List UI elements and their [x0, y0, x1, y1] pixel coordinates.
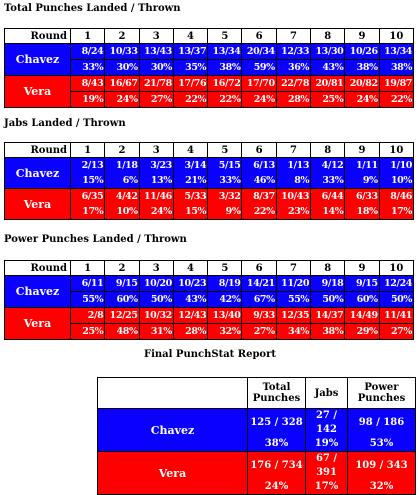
- vera-pct-r5: 9%: [208, 204, 242, 220]
- vera-pct-r8: 14%: [311, 204, 345, 220]
- chavez-pct-r1: 33%: [71, 60, 105, 76]
- chavez-pct-r9: 60%: [345, 292, 379, 308]
- chavez-pct-r3: 13%: [139, 173, 173, 189]
- vera-pct-r10: 17%: [379, 204, 413, 220]
- chavez-landed-r2: 10/33: [105, 44, 139, 60]
- jabs-table: [4, 142, 414, 220]
- chavez-landed-r7: 1/13: [276, 158, 310, 174]
- final-chavez-jabs-landed: 27 / 142: [306, 409, 348, 438]
- chavez-pct-r7: 36%: [276, 60, 310, 76]
- vera-landed-r4: 17/76: [173, 76, 207, 92]
- vera-landed-r7: 12/35: [276, 308, 310, 324]
- vera-pct-r10: 27%: [379, 324, 413, 340]
- total-punches-title: Total Punches Landed / Thrown: [4, 3, 181, 14]
- vera-pct-r3: 24%: [139, 204, 173, 220]
- vera-landed-r8: 6/44: [311, 189, 345, 205]
- vera-landed-r1: 2/8: [71, 308, 105, 324]
- chavez-landed-r8: 13/30: [311, 44, 345, 60]
- chavez-pct-r6: 59%: [242, 60, 276, 76]
- vera-landed-r7: 10/43: [276, 189, 310, 205]
- vera-pct-r9: 29%: [345, 324, 379, 340]
- chavez-pct-r3: 50%: [139, 292, 173, 308]
- chavez-landed-r6: 6/13: [242, 158, 276, 174]
- chavez-landed-r6: 14/21: [242, 276, 276, 292]
- chavez-pct-r4: 35%: [173, 60, 207, 76]
- final-vera-jabs-pct: 17%: [306, 480, 348, 495]
- final-report-title: Final PunchStat Report: [144, 349, 276, 360]
- vera-landed-r9: 14/49: [345, 308, 379, 324]
- vera-landed-r2: 12/25: [105, 308, 139, 324]
- chavez-landed-r3: 10/20: [139, 276, 173, 292]
- chavez-landed-r5: 5/15: [208, 158, 242, 174]
- chavez-landed-r1: 8/24: [71, 44, 105, 60]
- chavez-landed-r3: 13/43: [139, 44, 173, 60]
- final-chavez-power-pct: 53%: [348, 437, 416, 452]
- chavez-landed-r10: 1/10: [379, 158, 413, 174]
- chavez-pct-r8: 50%: [311, 292, 345, 308]
- chavez-landed-row: [5, 276, 414, 292]
- chavez-pct-r6: 67%: [242, 292, 276, 308]
- vera-pct-r1: 25%: [71, 324, 105, 340]
- vera-landed-r9: 6/33: [345, 189, 379, 205]
- chavez-landed-r4: 13/37: [173, 44, 207, 60]
- chavez-landed-r8: 9/18: [311, 276, 345, 292]
- final-vera-power-landed: 109 / 343: [348, 452, 416, 481]
- vera-pct-r9: 24%: [345, 92, 379, 108]
- vera-landed-r10: 8/46: [379, 189, 413, 205]
- round-5-header: 5: [208, 261, 242, 276]
- vera-pct-r4: 15%: [173, 204, 207, 220]
- header-row: [5, 29, 414, 44]
- round-1-header: 1: [71, 143, 105, 158]
- round-10-header: 10: [379, 29, 413, 44]
- header-row: [5, 261, 414, 276]
- vera-landed-r8: 14/37: [311, 308, 345, 324]
- vera-pct-r4: 28%: [173, 324, 207, 340]
- round-5-header: 5: [208, 143, 242, 158]
- vera-landed-r2: 4/42: [105, 189, 139, 205]
- vera-landed-r3: 21/78: [139, 76, 173, 92]
- vera-pct-r5: 32%: [208, 324, 242, 340]
- chavez-landed-r10: 13/34: [379, 44, 413, 60]
- round-8-header: 8: [311, 29, 345, 44]
- vera-pct-r3: 27%: [139, 92, 173, 108]
- chavez-pct-r3: 30%: [139, 60, 173, 76]
- vera-landed-r10: 19/87: [379, 76, 413, 92]
- vera-landed-r6: 17/70: [242, 76, 276, 92]
- round-8-header: 8: [311, 261, 345, 276]
- vera-landed-r4: 5/33: [173, 189, 207, 205]
- chavez-pct-r2: 30%: [105, 60, 139, 76]
- vera-pct-r7: 23%: [276, 204, 310, 220]
- vera-landed-r3: 11/46: [139, 189, 173, 205]
- round-4-header: 4: [173, 29, 207, 44]
- chavez-pct-r5: 38%: [208, 60, 242, 76]
- round-2-header: 2: [105, 143, 139, 158]
- round-3-header: 3: [139, 261, 173, 276]
- vera-name: Vera: [5, 189, 71, 220]
- chavez-pct-r7: 8%: [276, 173, 310, 189]
- round-3-header: 3: [139, 29, 173, 44]
- final-chavez-jabs-pct: 19%: [306, 437, 348, 452]
- chavez-pct-r7: 55%: [276, 292, 310, 308]
- vera-landed-r5: 13/40: [208, 308, 242, 324]
- chavez-pct-r8: 33%: [311, 173, 345, 189]
- vera-pct-r6: 24%: [242, 92, 276, 108]
- power-punches-title: Power Punches Landed / Thrown: [4, 234, 187, 245]
- vera-pct-r2: 48%: [105, 324, 139, 340]
- final-chavez-landed-row: [98, 409, 416, 438]
- round-1-header: 1: [71, 29, 105, 44]
- vera-landed-r6: 8/37: [242, 189, 276, 205]
- chavez-pct-r9: 38%: [345, 60, 379, 76]
- round-7-header: 7: [276, 29, 310, 44]
- chavez-landed-r9: 1/11: [345, 158, 379, 174]
- final-chavez-name: Chavez: [98, 409, 248, 452]
- chavez-pct-r2: 6%: [105, 173, 139, 189]
- chavez-pct-r1: 15%: [71, 173, 105, 189]
- chavez-pct-r10: 50%: [379, 292, 413, 308]
- round-9-header: 9: [345, 261, 379, 276]
- final-vera-jabs-landed: 67 / 391: [306, 452, 348, 481]
- chavez-landed-r1: 6/11: [71, 276, 105, 292]
- final-chavez-total-pct: 38%: [248, 437, 306, 452]
- vera-pct-r8: 25%: [311, 92, 345, 108]
- chavez-landed-row: [5, 158, 414, 174]
- vera-pct-r7: 28%: [276, 92, 310, 108]
- final-report-table: [97, 377, 416, 495]
- round-header: Round: [5, 261, 71, 276]
- chavez-landed-r5: 13/34: [208, 44, 242, 60]
- round-9-header: 9: [345, 29, 379, 44]
- chavez-landed-r5: 8/19: [208, 276, 242, 292]
- chavez-pct-r1: 55%: [71, 292, 105, 308]
- vera-landed-r8: 20/81: [311, 76, 345, 92]
- chavez-landed-r9: 9/15: [345, 276, 379, 292]
- chavez-landed-r4: 3/14: [173, 158, 207, 174]
- round-10-header: 10: [379, 143, 413, 158]
- round-8-header: 8: [311, 143, 345, 158]
- chavez-pct-r4: 43%: [173, 292, 207, 308]
- round-6-header: 6: [242, 143, 276, 158]
- vera-landed-r6: 9/33: [242, 308, 276, 324]
- vera-pct-r2: 10%: [105, 204, 139, 220]
- chavez-landed-r1: 2/13: [71, 158, 105, 174]
- chavez-pct-r5: 42%: [208, 292, 242, 308]
- chavez-pct-r5: 33%: [208, 173, 242, 189]
- chavez-name: Chavez: [5, 158, 71, 189]
- chavez-landed-r8: 4/12: [311, 158, 345, 174]
- final-vera-total-pct: 24%: [248, 480, 306, 495]
- round-5-header: 5: [208, 29, 242, 44]
- power-punches-table: [4, 260, 414, 340]
- chavez-landed-r10: 12/24: [379, 276, 413, 292]
- vera-pct-r6: 27%: [242, 324, 276, 340]
- chavez-landed-r6: 20/34: [242, 44, 276, 60]
- vera-landed-r7: 22/78: [276, 76, 310, 92]
- chavez-landed-r4: 10/23: [173, 276, 207, 292]
- vera-pct-r3: 31%: [139, 324, 173, 340]
- vera-pct-r9: 18%: [345, 204, 379, 220]
- vera-pct-r2: 24%: [105, 92, 139, 108]
- chavez-pct-r4: 21%: [173, 173, 207, 189]
- chavez-pct-r9: 9%: [345, 173, 379, 189]
- final-vera-name: Vera: [98, 452, 248, 495]
- vera-landed-row: [5, 76, 414, 92]
- final-blank-header: [98, 378, 248, 409]
- jabs-title: Jabs Landed / Thrown: [4, 118, 126, 129]
- vera-name: Vera: [5, 308, 71, 340]
- vera-name: Vera: [5, 76, 71, 108]
- round-6-header: 6: [242, 29, 276, 44]
- header-row: [5, 143, 414, 158]
- round-4-header: 4: [173, 261, 207, 276]
- vera-pct-r1: 17%: [71, 204, 105, 220]
- chavez-landed-r2: 9/15: [105, 276, 139, 292]
- vera-landed-r3: 10/32: [139, 308, 173, 324]
- chavez-pct-r6: 46%: [242, 173, 276, 189]
- vera-pct-r10: 22%: [379, 92, 413, 108]
- vera-pct-r7: 34%: [276, 324, 310, 340]
- chavez-landed-r9: 10/26: [345, 44, 379, 60]
- round-7-header: 7: [276, 261, 310, 276]
- chavez-pct-r8: 43%: [311, 60, 345, 76]
- round-1-header: 1: [71, 261, 105, 276]
- vera-landed-r9: 20/82: [345, 76, 379, 92]
- round-9-header: 9: [345, 143, 379, 158]
- vera-landed-r1: 6/35: [71, 189, 105, 205]
- power-punches-header: Power Punches: [348, 378, 416, 409]
- chavez-name: Chavez: [5, 276, 71, 308]
- round-header: Round: [5, 29, 71, 44]
- chavez-pct-r10: 38%: [379, 60, 413, 76]
- vera-landed-row: [5, 308, 414, 324]
- round-10-header: 10: [379, 261, 413, 276]
- round-2-header: 2: [105, 29, 139, 44]
- chavez-landed-r2: 1/18: [105, 158, 139, 174]
- vera-pct-r8: 38%: [311, 324, 345, 340]
- chavez-landed-row: [5, 44, 414, 60]
- vera-landed-r1: 8/43: [71, 76, 105, 92]
- vera-pct-r6: 22%: [242, 204, 276, 220]
- chavez-landed-r3: 3/23: [139, 158, 173, 174]
- jabs-header: Jabs: [306, 378, 348, 409]
- vera-pct-r4: 22%: [173, 92, 207, 108]
- chavez-pct-r2: 60%: [105, 292, 139, 308]
- vera-landed-r2: 16/67: [105, 76, 139, 92]
- total-punches-header: Total Punches: [248, 378, 306, 409]
- vera-landed-row: [5, 189, 414, 205]
- chavez-landed-r7: 12/33: [276, 44, 310, 60]
- final-chavez-power-landed: 98 / 186: [348, 409, 416, 438]
- chavez-name: Chavez: [5, 44, 71, 76]
- chavez-landed-r7: 11/20: [276, 276, 310, 292]
- round-header: Round: [5, 143, 71, 158]
- chavez-pct-r10: 10%: [379, 173, 413, 189]
- round-6-header: 6: [242, 261, 276, 276]
- vera-pct-r5: 22%: [208, 92, 242, 108]
- final-vera-power-pct: 32%: [348, 480, 416, 495]
- vera-landed-r5: 3/32: [208, 189, 242, 205]
- round-4-header: 4: [173, 143, 207, 158]
- vera-pct-r1: 19%: [71, 92, 105, 108]
- round-3-header: 3: [139, 143, 173, 158]
- final-vera-total-landed: 176 / 734: [248, 452, 306, 481]
- final-header-row: [98, 378, 416, 409]
- vera-landed-r4: 12/43: [173, 308, 207, 324]
- round-7-header: 7: [276, 143, 310, 158]
- total-punches-table: [4, 28, 414, 108]
- vera-landed-r10: 11/41: [379, 308, 413, 324]
- vera-landed-r5: 16/72: [208, 76, 242, 92]
- final-chavez-total-landed: 125 / 328: [248, 409, 306, 438]
- round-2-header: 2: [105, 261, 139, 276]
